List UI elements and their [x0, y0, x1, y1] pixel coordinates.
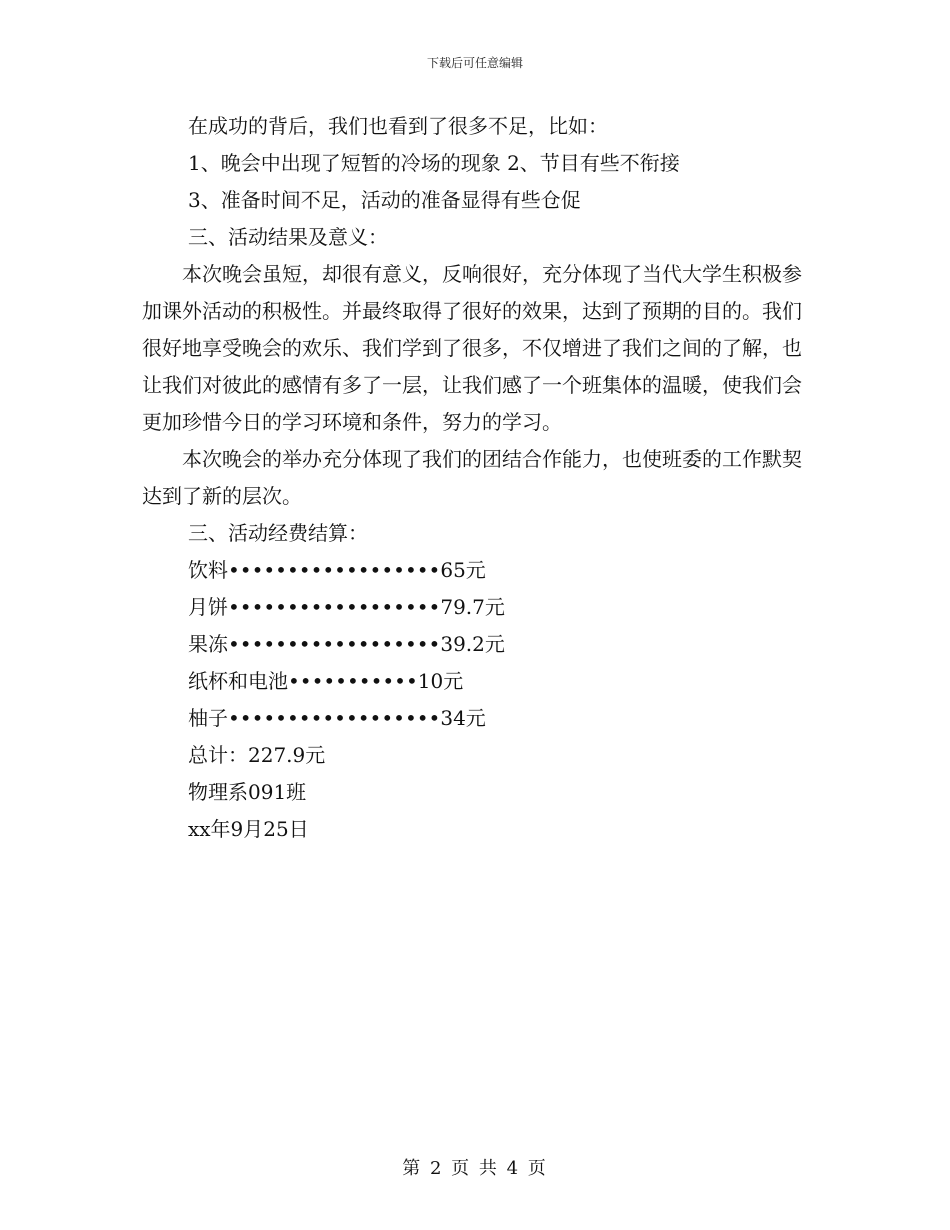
text-line: 1、晚会中出现了短暂的冷场的现象 2、节目有些不衔接: [188, 151, 680, 175]
budget-item: 果冻••••••••••••••••••39.2元: [188, 632, 505, 656]
page-number: 第 2 页 共 4 页: [402, 1158, 548, 1179]
text-line: 在成功的背后，我们也看到了很多不足，比如：: [188, 114, 608, 138]
paragraph-teamwork: 本次晚会的举办充分体现了我们的团结合作能力，也使班委的工作默契达到了新的层次。: [142, 447, 802, 508]
budget-item: 柚子••••••••••••••••••34元: [188, 706, 486, 730]
budget-heading: 三、活动经费结算：: [188, 521, 368, 545]
text-line: 3、准备时间不足，活动的准备显得有些仓促: [188, 188, 581, 212]
organization-name: 物理系091班: [188, 780, 307, 804]
budget-total: 总计：227.9元: [188, 743, 326, 767]
budget-item: 纸杯和电池•••••••••••10元: [188, 669, 464, 693]
paragraph-results: 本次晚会虽短，却很有意义，反响很好，充分体现了当代大学生积极参加课外活动的积极性。并最终取得了很好的效果，达到了预期的目的。我们很好地享受晚会的欢乐、我们学到了很多，不仅增进了我们之间的了解，也让我们对彼此的感情有多了一层，让我们感了一个班集体的温暖，使我们会更加珍惜今日的学习环境和条件，努力的学习。: [142, 262, 802, 434]
budget-item: 饮料••••••••••••••••••65元: [188, 558, 486, 582]
document-date: xx年9月25日: [188, 817, 309, 841]
document-body: [142, 108, 802, 848]
section-heading: 三、活动结果及意义：: [188, 225, 388, 249]
budget-item: 月饼••••••••••••••••••79.7元: [188, 595, 505, 619]
page-header-note: 下载后可任意编辑: [426, 56, 523, 70]
